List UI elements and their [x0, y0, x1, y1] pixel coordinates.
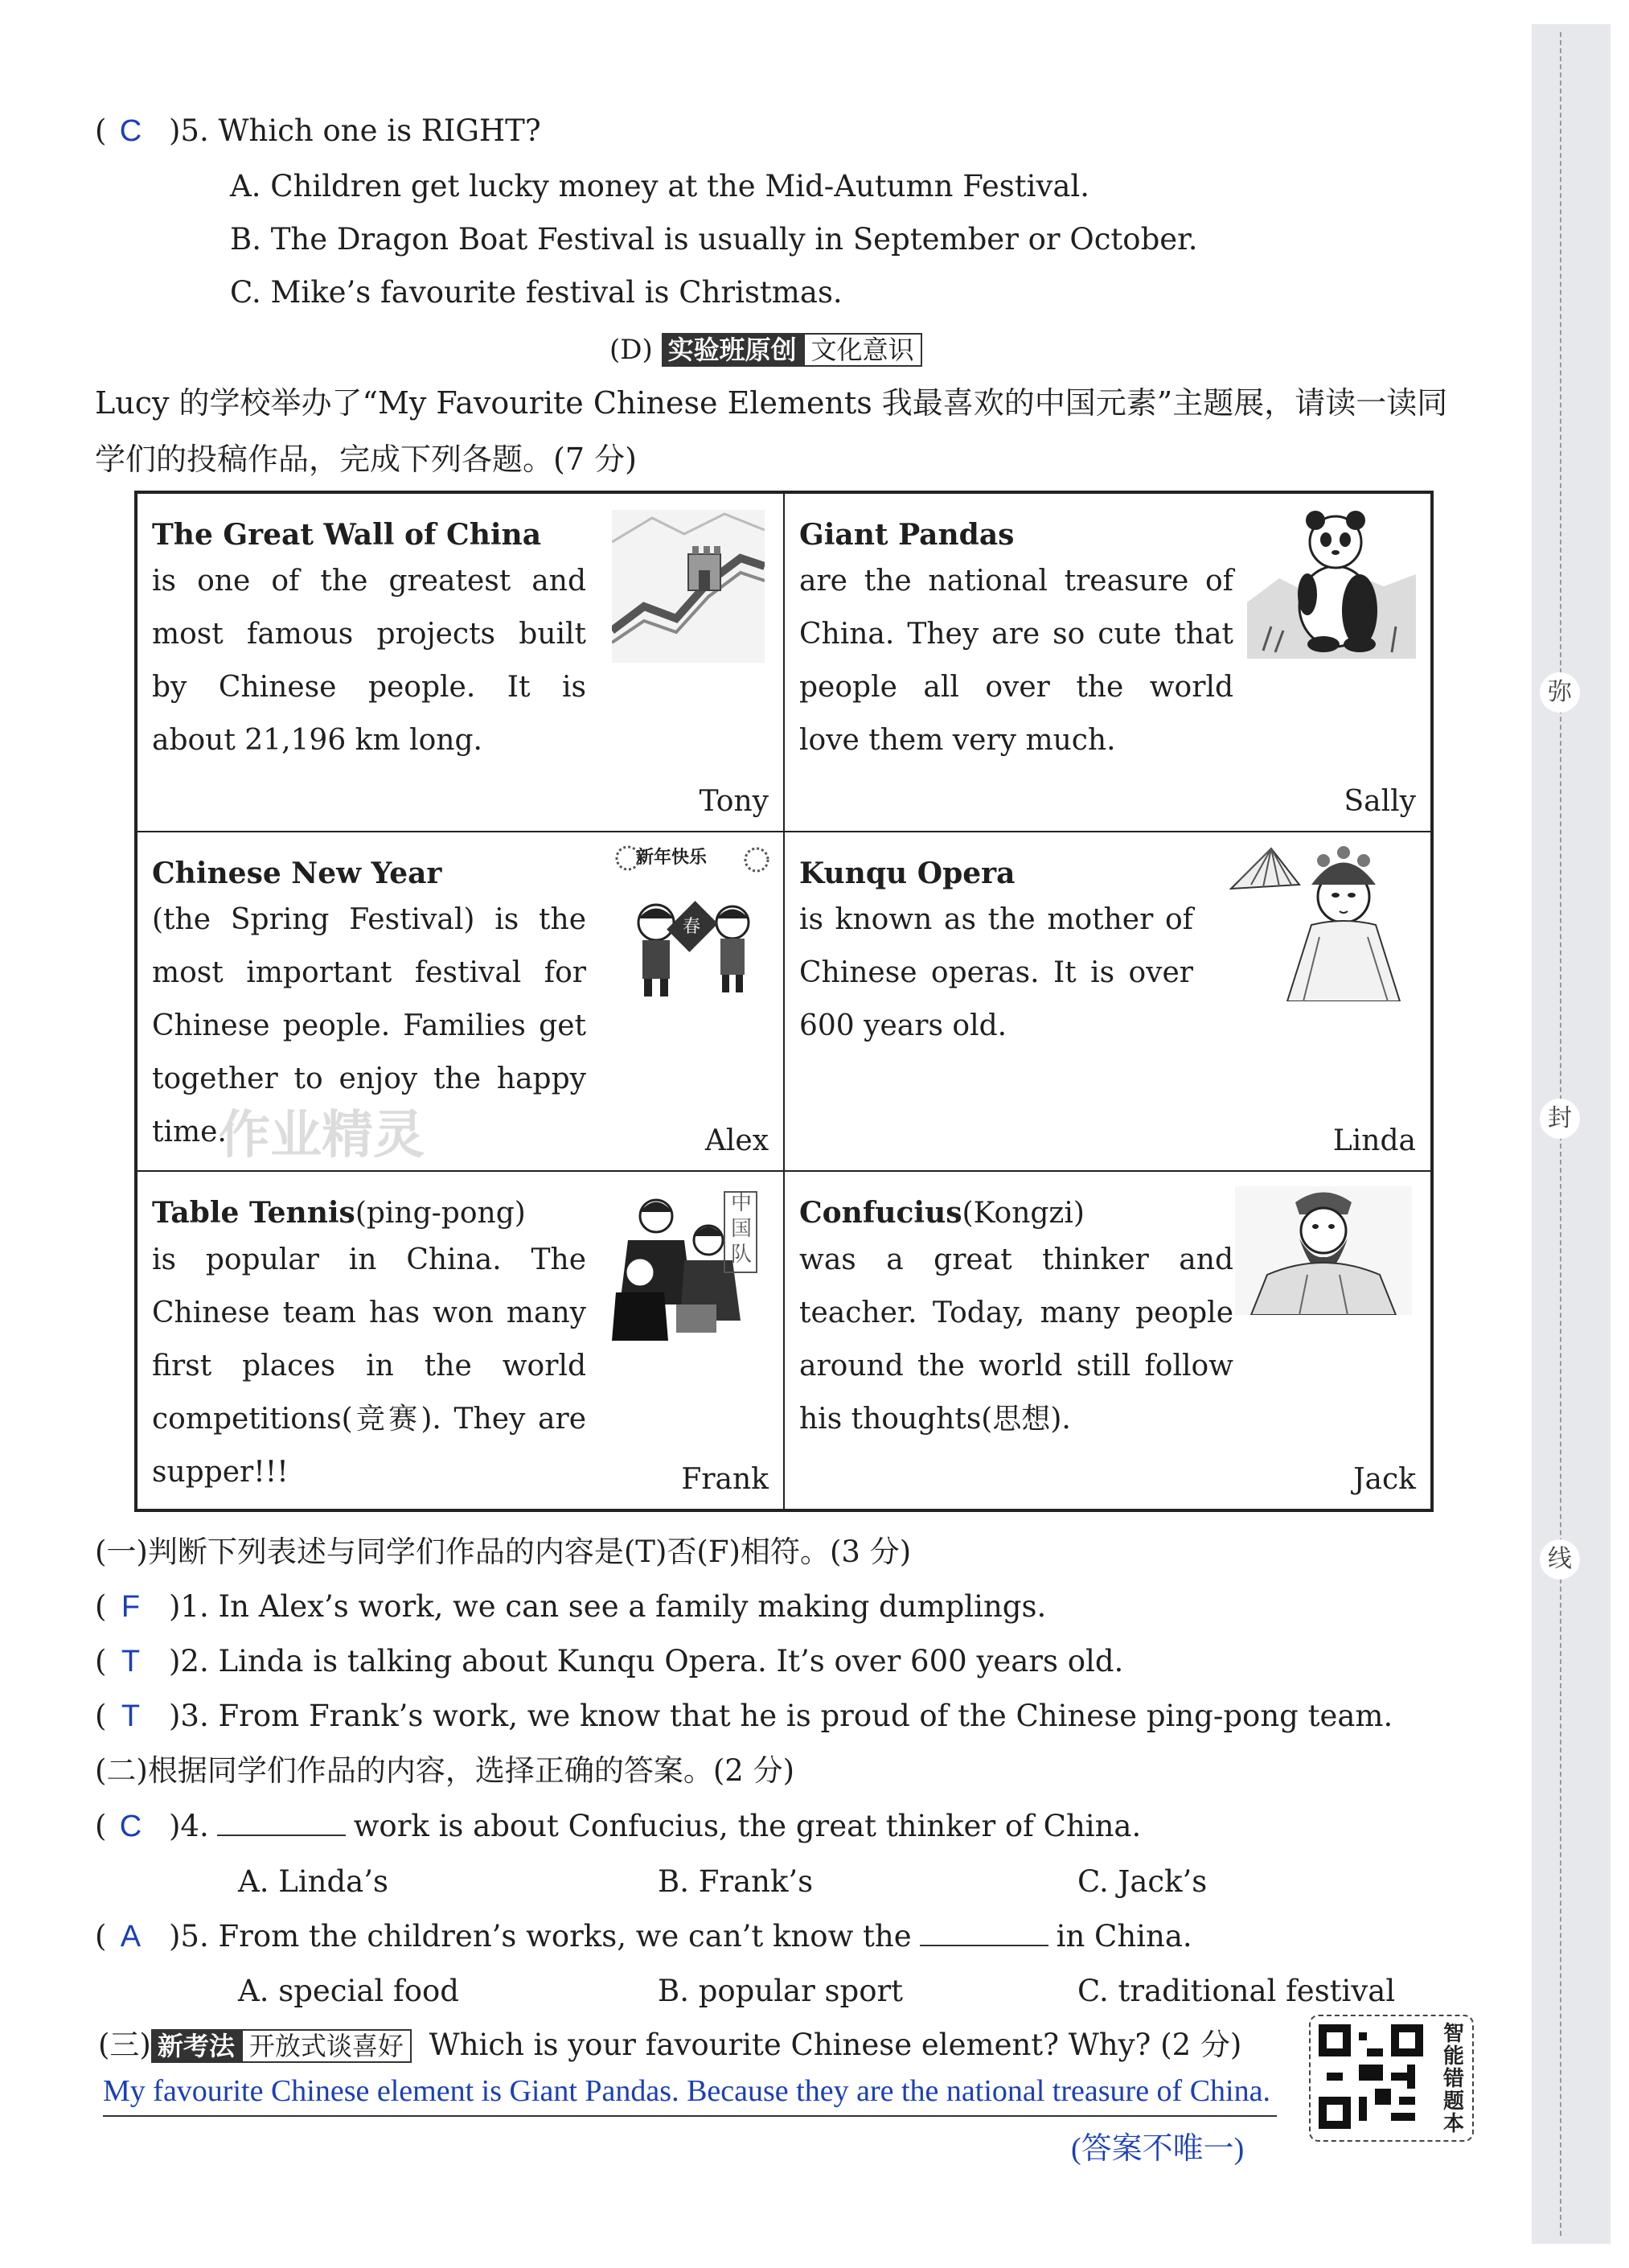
card-great-wall [137, 493, 784, 832]
part2-q5-option-c: C. traditional festival [1077, 1974, 1396, 2008]
card-text: is one of the greatest and most famous projects built by Chinese people. It is about 21,196 km long. [152, 565, 586, 757]
part1-item-1: ( F )1. In Alex’s work, we can see a family making dumplings. [95, 1589, 1047, 1624]
part2-q4: ( C )4. work is about Confucius, the great thinker of China. [95, 1809, 1142, 1843]
card-author: Tony [699, 785, 769, 819]
part2-q4-post: work is about Confucius, the great thinker of China. [353, 1809, 1142, 1843]
part2-q5-option-b: B. popular sport [658, 1974, 904, 2008]
card-author: Frank [681, 1463, 769, 1496]
q5-top-option-a: A. Children get lucky money at the Mid-Autumn Festival. [230, 169, 1090, 203]
part3-question: Which is your favourite Chinese element? Why? (2 分) [429, 2028, 1242, 2062]
new-year-card-text: 春 [683, 917, 701, 938]
q5-top-option-b: B. The Dragon Boat Festival is usually in September or October. [230, 222, 1198, 257]
q5-top-answer: C [119, 114, 142, 148]
part1-heading: (一)判断下列表述与同学们作品的内容是(T)否(F)相符。(3 分) [95, 1535, 912, 1569]
card-text: was a great thinker and teacher. Today, many people around the world still follow his thoughts(思想). [799, 1243, 1233, 1436]
part2-heading: (二)根据同学们作品的内容，选择正确的答案。(2 分) [95, 1753, 795, 1788]
card-title: Kunqu Opera [799, 857, 1016, 891]
part1-item-3: ( T )3. From Frank’s work, we know that he is proud of the Chinese ping-pong team. [95, 1699, 1393, 1733]
qr-code-icon [1319, 2024, 1423, 2129]
qr-label: 智能错题本 [1442, 2022, 1464, 2136]
part1-item-2: ( T )2. Linda is talking about Kunqu Opera. It’s over 600 years old. [95, 1644, 1124, 1678]
part2-q5-blank [920, 1917, 1048, 1946]
opera-image [1223, 840, 1416, 1001]
part1-item-1-text: )1. In Alex’s work, we can see a family making dumplings. [169, 1589, 1047, 1624]
card-title-sub: (Kongzi) [962, 1196, 1085, 1230]
card-title: Table Tennis [152, 1195, 355, 1230]
part2-q5-answer: A [120, 1920, 142, 1954]
q5-top-stem: )5. Which one is RIGHT? [169, 113, 541, 148]
part3-question-line [98, 2027, 1241, 2065]
part2-q4-blank [217, 1807, 346, 1836]
section-d-label: (D) [609, 334, 653, 366]
section-d-header [609, 330, 922, 367]
qr-code-box[interactable] [1309, 2015, 1474, 2142]
part2-q5-option-a: A. special food [238, 1974, 459, 2008]
part1-item-3-answer: T [121, 1699, 141, 1733]
part3-answer: My favourite Chinese element is Giant Pandas. Because they are the national treasure of China. [103, 2074, 1270, 2108]
confucius-image [1235, 1186, 1412, 1315]
part2-q5-pre: )5. From the children’s works, we can’t know the [169, 1919, 912, 1954]
new-year-image [612, 842, 773, 1003]
card-text: is popular in China. The Chinese team has won many first places in the world competitions(竞赛). They are supper!!! [152, 1243, 586, 1489]
seal-char-xian: 线 [1540, 1539, 1580, 1580]
section-d-tag-original: 实验班原创 [662, 333, 803, 367]
pingpong-banner-text: 中国队 [731, 1190, 753, 1267]
new-year-banner-text: 新年快乐 [636, 848, 708, 869]
card-title: Confucius [799, 1195, 962, 1230]
part1-item-2-answer: T [121, 1645, 141, 1678]
part1-item-1-answer: F [121, 1590, 141, 1624]
part2-q4-option-a: A. Linda’s [238, 1864, 388, 1899]
part3-tag-open: 开放式谈喜好 [241, 2029, 412, 2063]
part2-q4-pre: )4. [169, 1809, 209, 1843]
card-title: The Great Wall of China [152, 518, 542, 552]
seal-char-feng: 封 [1540, 1099, 1580, 1139]
card-text: (the Spring Festival) is the most important festival for Chinese people. Families get together to enjoy the happy time. [152, 903, 586, 1149]
card-kunqu-opera [784, 832, 1431, 1170]
card-title-sub: (ping-pong) [355, 1196, 526, 1230]
q5-top-option-c: C. Mike’s favourite festival is Christmas. [230, 275, 843, 310]
card-text: are the national treasure of China. They are so cute that people all over the world love them very much. [799, 565, 1233, 757]
part1-item-3-text: )3. From Frank’s work, we know that he is proud of the Chinese ping-pong team. [169, 1699, 1393, 1733]
card-table-tennis [137, 1171, 784, 1510]
part3-answer-underline [103, 2115, 1277, 2117]
part1-item-2-text: )2. Linda is talking about Kunqu Opera. It’s over 600 years old. [169, 1644, 1124, 1678]
part3-label: (三) [98, 2028, 151, 2062]
panda-image [1247, 506, 1416, 659]
part2-q4-answer: C [119, 1810, 142, 1843]
q5-top-stem-line: ( C )5. Which one is RIGHT? [95, 113, 541, 148]
card-title: Chinese New Year [152, 857, 442, 891]
watermark: 作业精灵 [219, 1106, 425, 1165]
part2-q4-option-c: C. Jack’s [1077, 1864, 1208, 1899]
card-author: Linda [1332, 1124, 1416, 1157]
card-giant-pandas [784, 493, 1431, 832]
part2-q4-option-b: B. Frank’s [658, 1864, 814, 1899]
great-wall-image [612, 510, 765, 663]
part3-tag-new: 新考法 [151, 2029, 241, 2063]
card-author: Jack [1353, 1463, 1416, 1496]
part2-q5: ( A )5. From the children’s works, we can’t know the in China. [95, 1919, 1192, 1954]
card-confucius [784, 1171, 1431, 1510]
table-tennis-image [604, 1184, 765, 1341]
part3-note: (答案不唯一) [1071, 2132, 1245, 2166]
section-d-intro: Lucy 的学校举办了“My Favourite Chinese Elements 我最喜欢的中国元素”主题展，请读一读同学们的投稿作品，完成下列各题。(7 分) [95, 385, 1448, 477]
card-text: is known as the mother of Chinese operas. It is over 600 years old. [799, 903, 1193, 1043]
card-author: Sally [1344, 785, 1416, 819]
works-table [134, 491, 1434, 1512]
part2-q5-post: in China. [1056, 1919, 1192, 1954]
section-d-tag-culture: 文化意识 [803, 333, 922, 367]
seal-char-mi: 弥 [1540, 672, 1580, 713]
card-title: Giant Pandas [799, 518, 1015, 552]
card-author: Alex [704, 1124, 769, 1157]
